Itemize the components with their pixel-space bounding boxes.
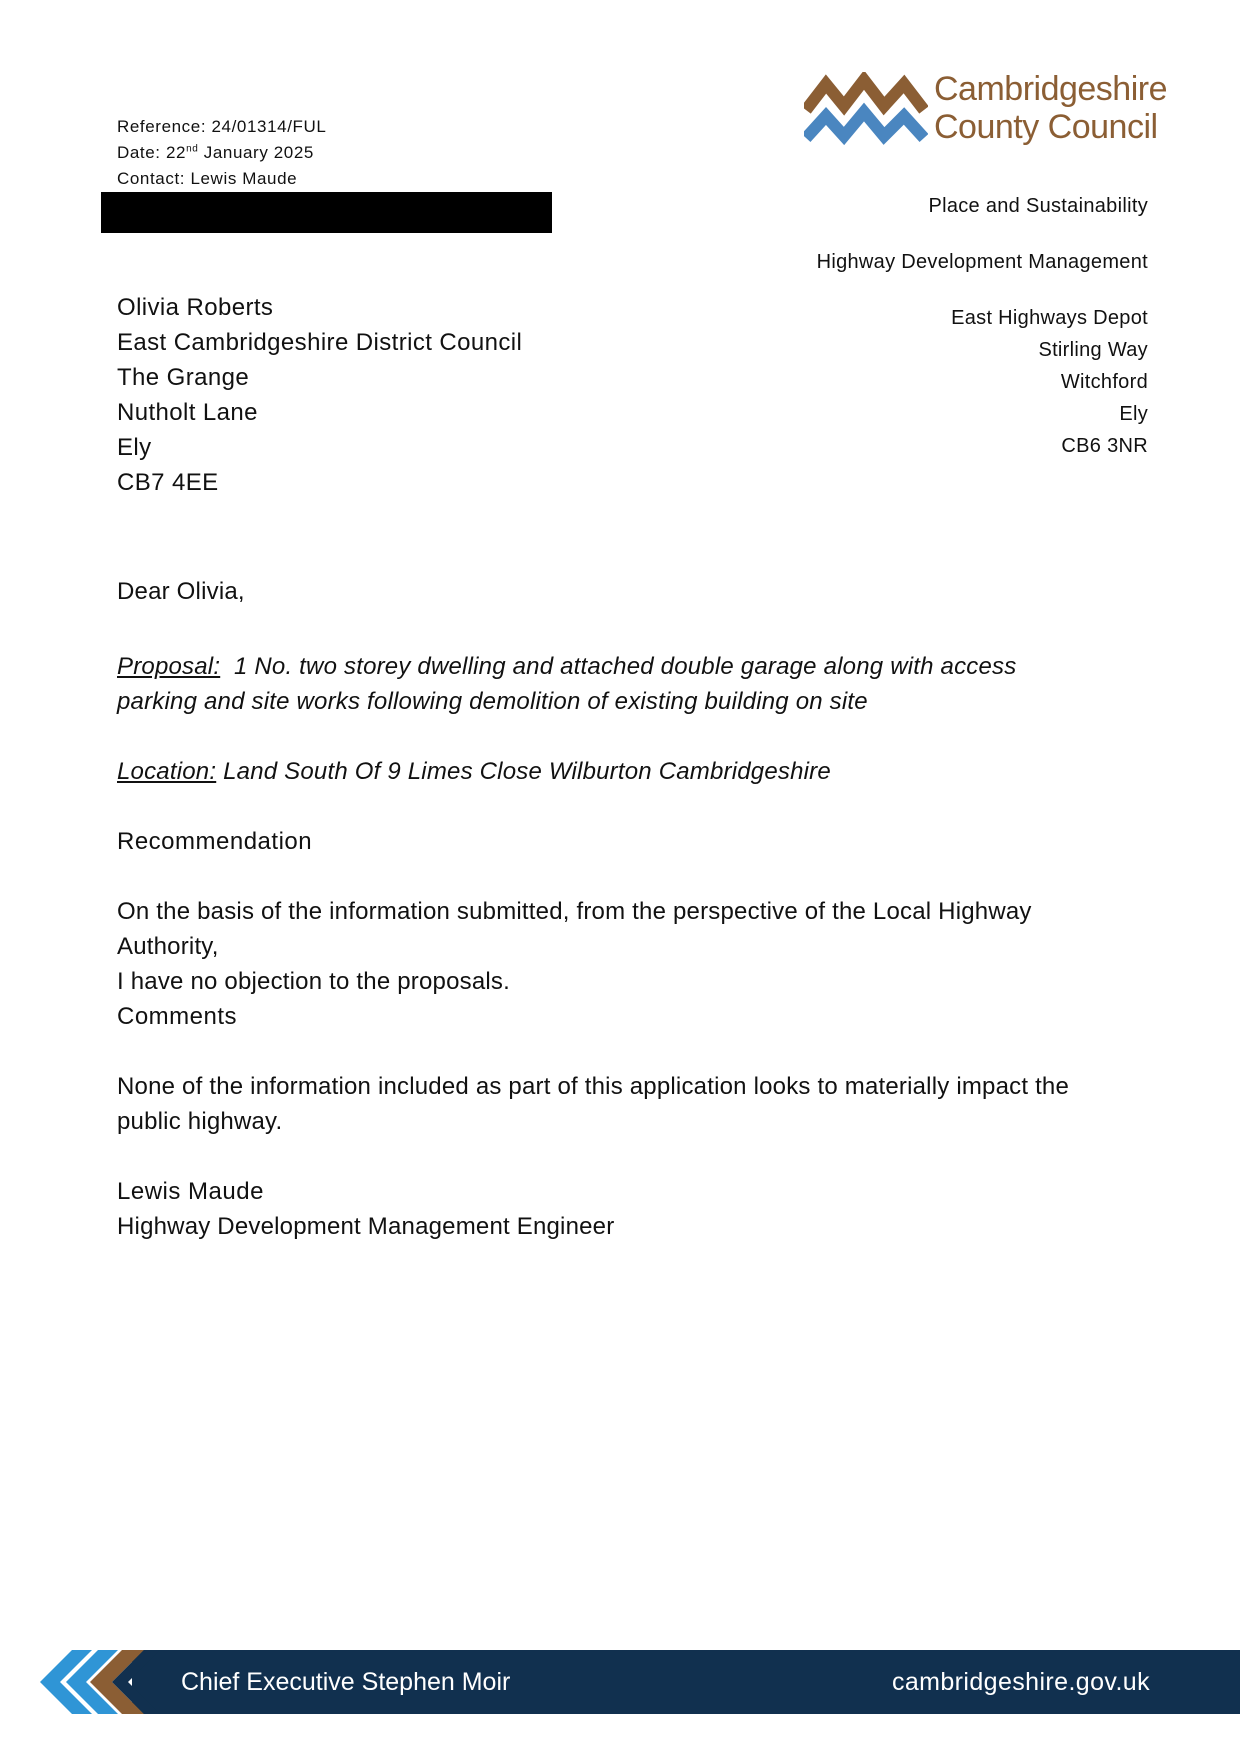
sender-address-line: Stirling Way — [1038, 339, 1148, 361]
sender-address-line: Ely — [1119, 403, 1148, 425]
date-rest: January 2025 — [203, 143, 314, 162]
logo-line1: Cambridgeshire — [934, 70, 1167, 108]
logo-line2: County Council — [934, 108, 1158, 146]
footer-website-link[interactable]: cambridgeshire.gov.uk — [891, 1668, 1150, 1696]
date-day: 22 — [165, 143, 187, 162]
location-label: Location: — [117, 758, 217, 785]
contact-value: Lewis Maude — [190, 169, 298, 188]
reference-value: 24/01314/FUL — [211, 117, 327, 136]
recipient-address-line: The Grange — [117, 364, 250, 391]
location-text: Land South Of 9 Limes Close Wilburton Cambridgeshire — [223, 758, 831, 785]
recommendation-line: I have no objection to the proposals. — [117, 968, 510, 995]
recommendation-heading: Recommendation — [117, 828, 313, 855]
proposal — [117, 649, 1137, 719]
recipient-address-line: Nutholt Lane — [117, 399, 258, 426]
proposal-text-cont: parking and site works following demolition of existing building on site — [117, 688, 868, 715]
salutation: Dear Olivia, — [117, 578, 245, 605]
sender-address-line: East Highways Depot — [951, 307, 1148, 329]
proposal-label: Proposal: — [117, 653, 221, 680]
council-logo — [804, 66, 1167, 156]
reference-line — [117, 114, 326, 140]
logo-mountains-icon — [804, 72, 928, 148]
comments-heading: Comments — [117, 1003, 238, 1030]
recipient-address-line: Ely — [117, 434, 152, 461]
date-line — [117, 140, 326, 166]
recommendation-body — [117, 894, 1137, 999]
recipient-address-line: CB7 4EE — [117, 469, 219, 496]
chevron-icon — [32, 1650, 182, 1714]
footer — [32, 1650, 1240, 1714]
reference-label: Reference: — [117, 117, 207, 136]
team-name: Highway Development Management — [816, 251, 1148, 273]
comments-body — [117, 1069, 1137, 1139]
comments-line: None of the information included as part of this application looks to materially impact the — [117, 1073, 1070, 1100]
signatory-title: Highway Development Management Engineer — [117, 1213, 615, 1240]
directorate: Place and Sustainability — [928, 195, 1148, 217]
recipient-address-line: East Cambridgeshire District Council — [117, 329, 523, 356]
recipient-name: Olivia Roberts — [117, 294, 274, 321]
sender-address — [951, 302, 1148, 462]
signatory-name: Lewis Maude — [117, 1178, 264, 1205]
contact-line — [117, 166, 326, 192]
sender-address-line: Witchford — [1060, 371, 1148, 393]
comments-line: public highway. — [117, 1108, 283, 1135]
sender-address-line: CB6 3NR — [1061, 435, 1148, 457]
logo-wordmark — [934, 70, 1167, 146]
date-label: Date: — [117, 143, 161, 162]
recommendation-line: On the basis of the information submitted, from the perspective of the Local Highway Authority, — [117, 898, 1032, 960]
date-suffix: nd — [186, 143, 199, 155]
recipient-block — [117, 290, 522, 500]
reference-block — [117, 114, 326, 192]
location — [117, 754, 1137, 789]
redaction-bar — [101, 192, 552, 233]
proposal-text: 1 No. two storey dwelling and attached double garage along with access — [233, 653, 1017, 680]
signature-block — [117, 1174, 1137, 1244]
footer-chief-executive: Chief Executive Stephen Moir — [181, 1668, 511, 1696]
contact-label: Contact: — [117, 169, 186, 188]
